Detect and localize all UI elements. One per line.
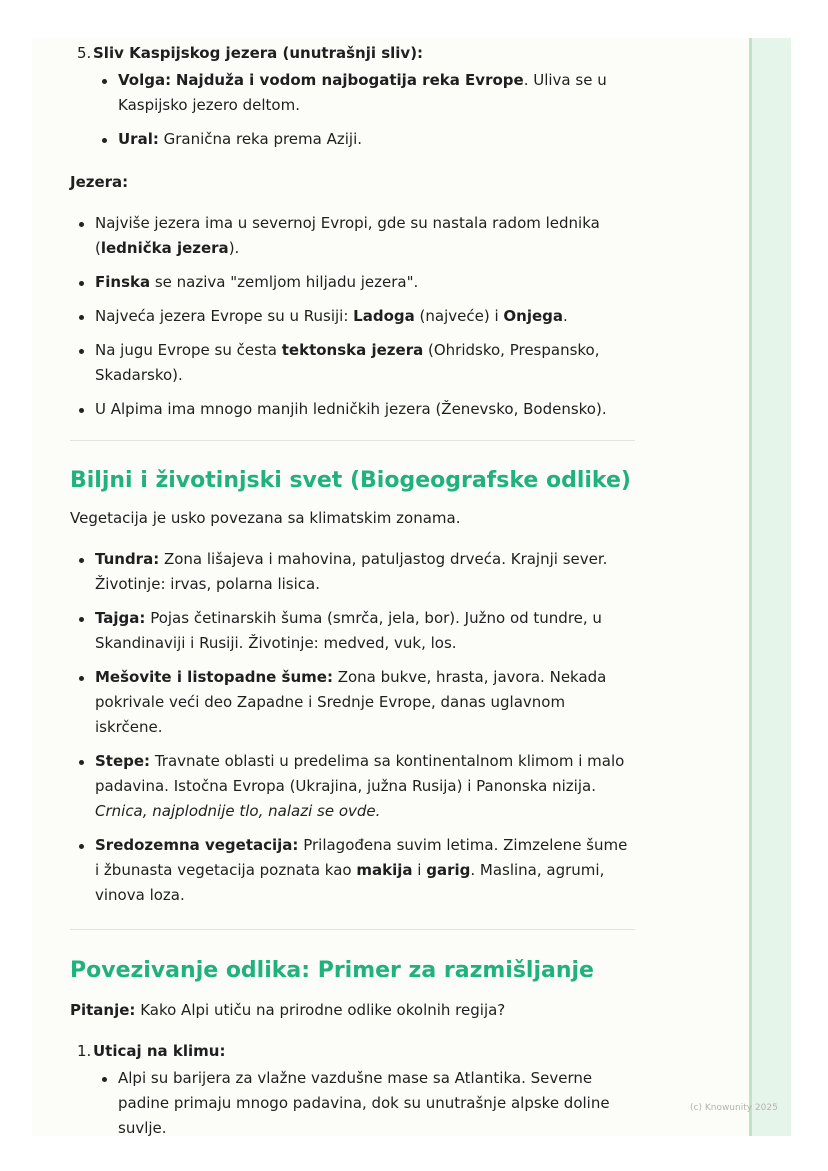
lakes-i5: U Alpima ima mnogo manjih ledničkih jezera (Ženevsko, Bodensko). [95, 400, 607, 418]
link-item-bullet [93, 1066, 635, 1141]
bio-heading: Biljni i životinjski svet (Biogeografske odlike) [70, 468, 631, 493]
ural-term: Ural: [118, 130, 159, 148]
med-a: Prilagođena suvim letima. Zimzelene šume i žbunasta vegetacija poznata kao [95, 836, 628, 879]
section-divider-2 [70, 929, 635, 930]
link-heading: Povezivanje odlika: Primer za razmišljanje [70, 958, 594, 983]
document-content [70, 38, 635, 1141]
link-question [70, 998, 635, 1023]
section-divider-1 [70, 440, 635, 441]
lakes-i3-bold2: Onjega [503, 307, 563, 325]
ural-text: Granična reka prema Aziji. [163, 130, 363, 148]
steppe-text: Travnate oblasti u predelima sa kontinentalnom klimom i malo padavina. Istočna Evropa (Ukrajina, južna Rusija) i Panonska nizija. [95, 752, 625, 795]
mixed-term: Mešovite i listopadne šume: [95, 668, 333, 686]
bio-mixed-forests [70, 665, 635, 740]
volga-bold: Najduža i vodom najbogatija reka Evrope [175, 71, 524, 89]
lakes-item-4 [70, 338, 635, 388]
lakes-i1-a: Najviše jezera ima u severnoj Evropi, gde su nastala radom lednika ( [95, 214, 600, 257]
caspian-list [70, 41, 635, 152]
med-c: . Maslina, agrumi, vinova loza. [95, 861, 605, 904]
caspian-rivers [93, 68, 635, 152]
bio-tajga [70, 606, 635, 656]
link-item-title: Uticaj na klimu: [93, 1042, 226, 1060]
med-bold2: garig [426, 861, 471, 879]
lakes-i2-bold: Finska [95, 273, 151, 291]
lakes-i1-b: ). [228, 239, 240, 257]
lakes-i3-c: . [563, 307, 568, 325]
question-term: Pitanje: [70, 1001, 136, 1019]
tundra-term: Tundra: [95, 550, 160, 568]
question-text: Kako Alpi utiču na prirodne odlike okolnih regija? [135, 1001, 506, 1019]
bio-steppe [70, 749, 635, 824]
lakes-list [70, 211, 635, 422]
steppe-term: Stepe: [95, 752, 151, 770]
lakes-i4-bold: tektonska jezera [281, 341, 424, 359]
med-bold1: makija [356, 861, 413, 879]
bio-list [70, 547, 635, 908]
volga-term: Volga: [118, 71, 172, 89]
tajga-text: Pojas četinarskih šuma (smrča, jela, bor). Južno od tundre, u Skandinaviji i Rusiji. Životinje: medved, vuk, los. [95, 609, 602, 652]
caspian-number: 5. [77, 44, 92, 62]
link-item-1 [70, 1039, 635, 1141]
tundra-text: Zona lišajeva i mahovina, patuljastog drveća. Krajnji sever. Životinje: irvas, polarna lisica. [95, 550, 608, 593]
lakes-i4-b: (Ohridsko, Prespansko, Skadarsko). [95, 341, 600, 384]
volga-text: . Uliva se u Kaspijsko jezero deltom. [118, 71, 607, 114]
side-accent-line [749, 38, 752, 1136]
lakes-i3-bold1: Ladoga [353, 307, 415, 325]
lakes-i4-a: Na jugu Evrope su česta [95, 341, 282, 359]
lakes-i1-bold: lednička jezera [100, 239, 229, 257]
lakes-item-5 [70, 397, 635, 422]
med-b: i [412, 861, 427, 879]
lakes-heading [70, 170, 635, 195]
side-band [749, 38, 791, 1136]
tajga-term: Tajga: [95, 609, 146, 627]
link-item-number: 1. [77, 1042, 92, 1060]
bio-intro: Vegetacija je usko povezana sa klimatskim zonama. [70, 509, 461, 527]
caspian-item [70, 41, 635, 152]
river-ural [93, 127, 635, 152]
caspian-title: Sliv Kaspijskog jezera (unutrašnji sliv): [93, 44, 424, 62]
river-volga [93, 68, 635, 118]
bio-tundra [70, 547, 635, 597]
mixed-text: Zona bukve, hrasta, javora. Nekada pokrivale veći deo Zapadne i Srednje Evrope, danas uglavnom iskrčene. [95, 668, 607, 736]
link-item-bullets [93, 1066, 635, 1141]
steppe-italic: Crnica, najplodnije tlo, nalazi se ovde. [95, 802, 381, 820]
link-bullet-text: Alpi su barijera za vlažne vazdušne mase sa Atlantika. Severne padine primaju mnogo padavina, dok su unutrašnje alpske doline suvlje. [118, 1069, 610, 1137]
med-term: Sredozemna vegetacija: [95, 836, 299, 854]
lakes-item-2 [70, 270, 635, 295]
footer-copyright: (c) Knowunity 2025 [690, 1103, 778, 1113]
lakes-item-1 [70, 211, 635, 261]
link-list [70, 1039, 635, 1141]
lakes-i2-rest: se naziva "zemljom hiljadu jezera". [150, 273, 419, 291]
lakes-i3-b: (najveće) i [414, 307, 504, 325]
lakes-item-3 [70, 304, 635, 329]
lakes-heading-text: Jezera: [70, 173, 129, 191]
bio-mediterranean [70, 833, 635, 908]
lakes-i3-a: Najveća jezera Evrope su u Rusiji: [95, 307, 354, 325]
